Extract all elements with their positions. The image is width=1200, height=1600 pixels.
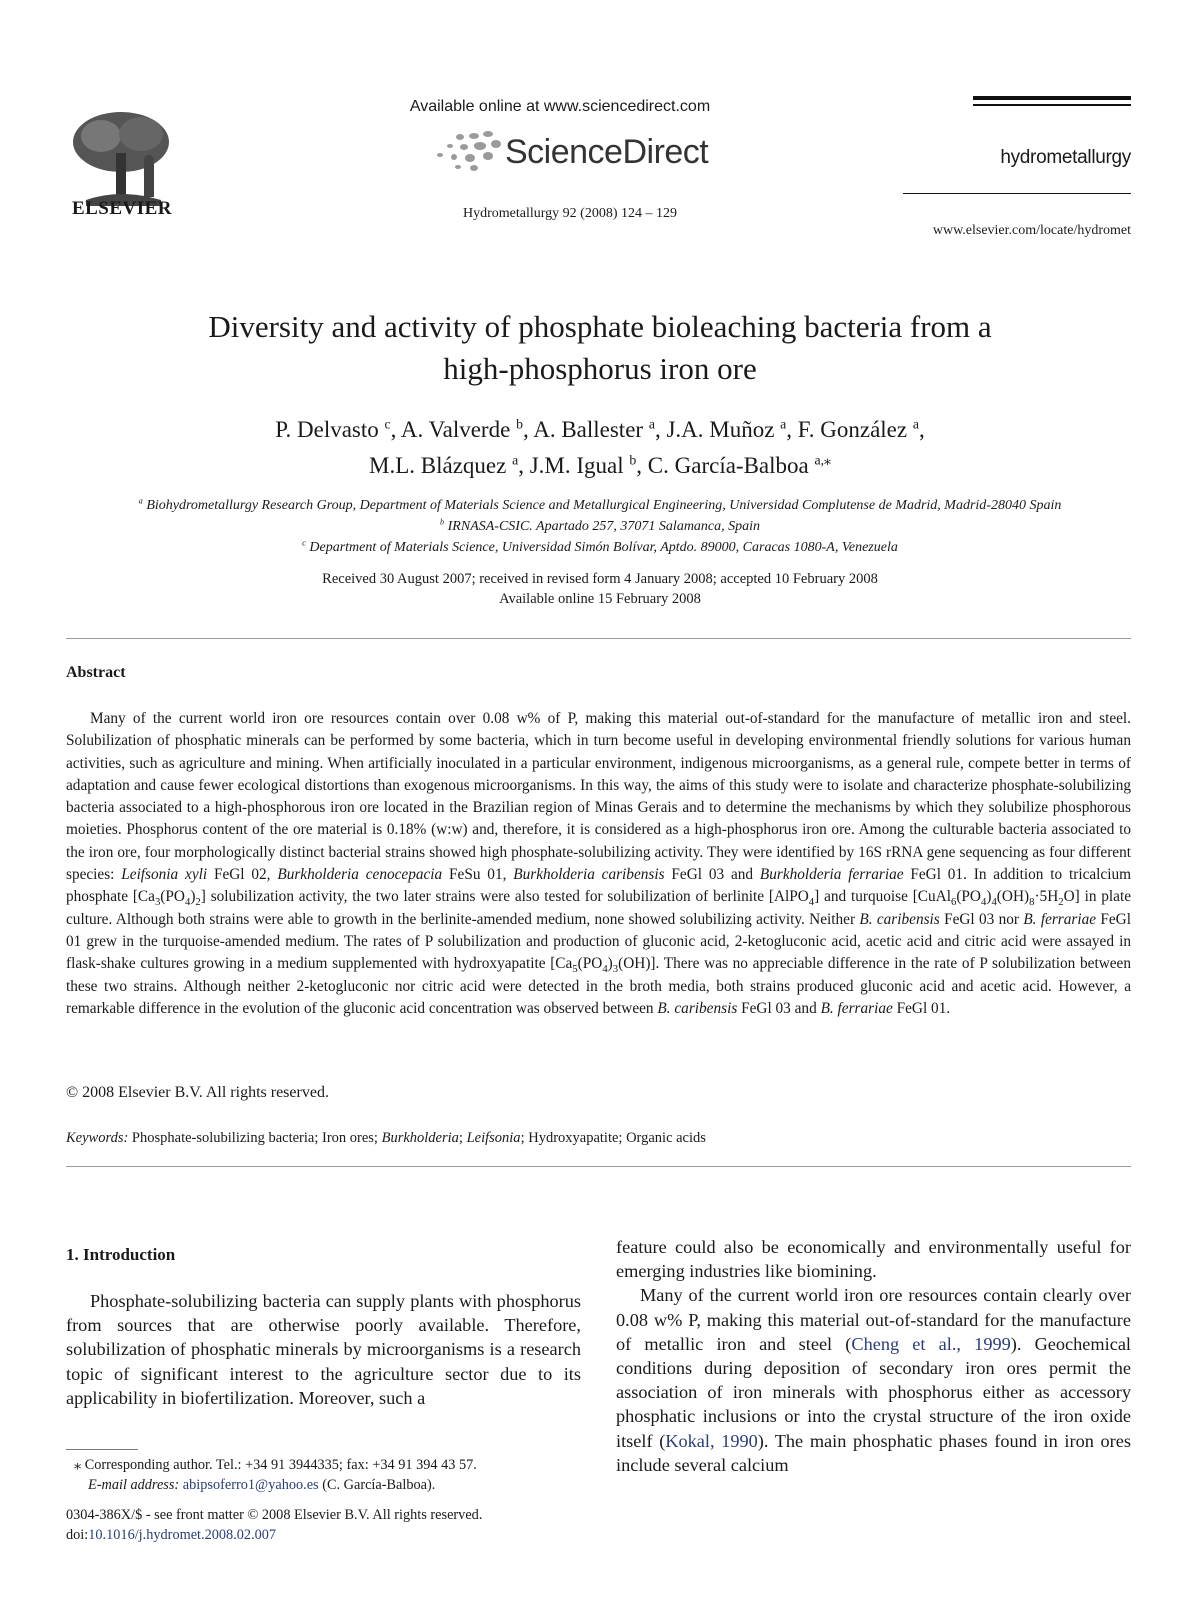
- corresponding-author-footnote: [66, 1455, 606, 1495]
- email-link[interactable]: abipsoferro1@yahoo.es: [182, 1477, 319, 1493]
- author-list: [100, 412, 1100, 484]
- email-label: E-mail address:: [88, 1477, 180, 1493]
- doi-link[interactable]: 10.1016/j.hydromet.2008.02.007: [88, 1527, 277, 1543]
- abstract-copyright: © 2008 Elsevier B.V. All rights reserved.: [66, 1084, 329, 1101]
- affiliation-line: $^b$ IRNASA-CSIC. Apartado 257, 37071 Salamanca, Spain: [439, 517, 761, 534]
- affiliation-marker: a: [780, 416, 787, 432]
- intro-paragraph-2: Many of the current world iron ore resources contain clearly over 0.08 w% P, making this material out-of-standard for the manufacture of metallic iron and steel (Cheng et al., 1999). Geochemical conditions during deposition of secondary iron ores permit the association of iron minerals with phosphorus either as accessory phosphatic inclusions or into the crystal structure of the iron oxide itself (Kokal, 1990). The main phosphatic phases found in iron ores include several calcium: [616, 1285, 1132, 1475]
- author-name: A. Valverde $^b$: [400, 416, 523, 442]
- corresponding-author: ⁎ Corresponding author. Tel.: +34 91 3944335; fax: +34 91 394 43 57.: [74, 1457, 477, 1473]
- right-column: [616, 1235, 1131, 1477]
- affiliation-line: $^c$ Department of Materials Science, Universidad Simón Bolívar, Aptdo. 89000, Caracas 1080-A, Venezuela: [302, 538, 898, 555]
- author-name: J.A. Muñoz $^a$: [666, 416, 787, 442]
- article-title: [100, 306, 1100, 390]
- abstract-text: Many of the current world iron ore resources contain over 0.08 w% of P, making this material out-of-standard for the manufacture of metallic iron and steel. Solubilization of phosphatic minerals can be performed by some bacteria, which in turn become useful in developing environmental friendly solutions for various human activities, such as agriculture and mining. When artificially inoculated in a particular environment, indigenous microorganisms, as a general rule, compete better in terms of adaptation and cause fewer ecological distortions than exogenous microorganisms. In this way, the aims of this study were to isolate and characterize phosphate-solubilizing bacteria associated to a high-phosphorous iron ore located in the Brazilian region of Minas Gerais and to determine the mechanisms by which they solubilize phosphorous moieties. Phosphorus content of the ore material is 0.18% (w:w) and, therefore, it is considered as a high-phosphorus iron ore. Among the culturable bacteria associated to the iron ore, four morphologically distinct bacterial strains showed high phosphate-solubilizing activity. They were identified by 16S rRNA gene sequencing as four different species: Leifsonia xyli FeGl 02, Burkholderia cenocepacia FeSu 01, Burkholderia caribensis FeGl 03 and Burkholderia ferrariae FeGl 01. In addition to tricalcium phosphate $[Ca_3(PO_4)_2]$ solubilization activity, the two later strains were also tested for solubilization of berlinite [AlPO$_4$] and turquoise $[CuAl_6(PO_4)_4(OH)_8\cdot 5H_2O]$ in plate culture. Although both strains were able to growth in the berlinite-amended medium, none showed solubilizing activity. Neither B. caribensis FeGl 03 nor B. ferrariae FeGl 01 grew in the turquoise-amended medium. The rates of P solubilization and production of gluconic acid, 2-ketogluconic acid, acetic acid and citric acid were assayed in flask-shake cultures growing in a medium supplemented with hydroxyapatite $[Ca_5(PO_4)_3(OH)]$. There was no appreciable difference in the rate of P solubilization between these two strains. Although neither 2-ketogluconic nor citric acid were detected in the broth media, both strains produced gluconic acid and acetic acid. However, a remarkable difference in the evolution of the gluconic acid concentration was observed between B. caribensis FeGl 03 and B. ferrariae FeGl 01.: [66, 710, 1132, 1017]
- divider: [66, 1166, 1131, 1167]
- author-name: F. González $^a$: [797, 416, 919, 442]
- citation-link[interactable]: Cheng et al., 1999: [851, 1333, 1011, 1354]
- affiliation-marker: a: [648, 416, 655, 432]
- author-line: P. Delvasto $^c$, A. Valverde $^b$, A. Ballester $^a$, J.A. Muñoz $^a$, F. González $^a$,: [275, 416, 925, 442]
- author-name: J.M. Igual $^b$: [529, 452, 637, 478]
- header-rule: [973, 96, 1131, 100]
- journal-url-link[interactable]: www.elsevier.com/locate/hydromet: [932, 223, 1131, 238]
- affiliation-key: b: [439, 517, 445, 527]
- affiliation-marker: a: [912, 416, 919, 432]
- article-dates: [100, 569, 1100, 609]
- section-heading: 1. Introduction: [66, 1245, 176, 1264]
- available-online-text: Available online at www.sciencedirect.com: [409, 98, 711, 115]
- intro-paragraph-1: Phosphate-solubilizing bacteria can supply plants with phosphorus from sources that are otherwise poorly available. Therefore, solubilization of phosphatic minerals by microorganisms is a research topic of significant interest to the agriculture sector due to its applicability in biofertilization. Moreover, such a: [66, 1291, 581, 1408]
- affiliation-marker: a,⁎: [814, 452, 831, 468]
- email-owner: (C. García-Balboa).: [322, 1477, 436, 1493]
- sciencedirect-dots-icon: [430, 128, 510, 172]
- header-rule: [903, 193, 1131, 194]
- affiliations: [40, 495, 1160, 558]
- affiliation-marker: c: [384, 416, 391, 432]
- affiliation-marker: a: [512, 452, 519, 468]
- abstract-heading: Abstract: [66, 664, 126, 681]
- author-line: M.L. Blázquez $^a$, J.M. Igual $^b$, C. García-Balboa $^{a,⁎}$: [369, 452, 831, 478]
- front-matter: [66, 1505, 606, 1545]
- issn-line: 0304-386X/$ - see front matter © 2008 Elsevier B.V. All rights reserved.: [66, 1507, 483, 1523]
- citation-link[interactable]: Kokal, 1990: [665, 1430, 758, 1451]
- intro-paragraph-1-continued: feature could also be economically and environmentally useful for emerging industries like biomining.: [616, 1237, 1131, 1282]
- author-name: M.L. Blázquez $^a$: [369, 452, 519, 478]
- affiliation-key: c: [302, 538, 306, 548]
- title-line-2: high-phosphorus iron ore: [443, 351, 757, 386]
- affiliation-marker: b: [629, 452, 637, 468]
- author-name: P. Delvasto $^c$: [275, 416, 391, 442]
- doi-label: doi:: [66, 1527, 89, 1543]
- header-rule: [973, 104, 1131, 106]
- author-name: A. Ballester $^a$: [533, 416, 655, 442]
- affiliation-marker: b: [516, 416, 523, 432]
- left-column: [66, 1289, 581, 1410]
- publisher-wordmark: ELSEVIER: [71, 198, 173, 219]
- available-date: Available online 15 February 2008: [499, 591, 701, 607]
- footnote-rule: [66, 1449, 138, 1450]
- journal-name: hydrometallurgy: [1000, 147, 1131, 168]
- keywords-label: Keywords:: [66, 1130, 129, 1146]
- received-dates: Received 30 August 2007; received in revised form 4 January 2008; accepted 10 February 2008: [322, 571, 878, 587]
- journal-reference: Hydrometallurgy 92 (2008) 124 – 129: [463, 206, 677, 221]
- title-line-1: Diversity and activity of phosphate bioleaching bacteria from a: [208, 309, 992, 344]
- keywords-list: Phosphate-solubilizing bacteria; Iron ores; Burkholderia; Leifsonia; Hydroxyapatite; Organic acids: [131, 1130, 706, 1146]
- affiliation-line: $^a$ Biohydrometallurgy Research Group, Department of Materials Science and Metallurgical Engineering, Universidad Complutense de Madrid, Madrid-28040 Spain: [138, 496, 1062, 513]
- divider: [66, 638, 1131, 639]
- author-name: C. García-Balboa $^{a,⁎}$: [647, 452, 831, 478]
- sciencedirect-wordmark: ScienceDirect: [505, 133, 709, 171]
- affiliation-key: a: [138, 496, 143, 506]
- keywords: [66, 1130, 1131, 1147]
